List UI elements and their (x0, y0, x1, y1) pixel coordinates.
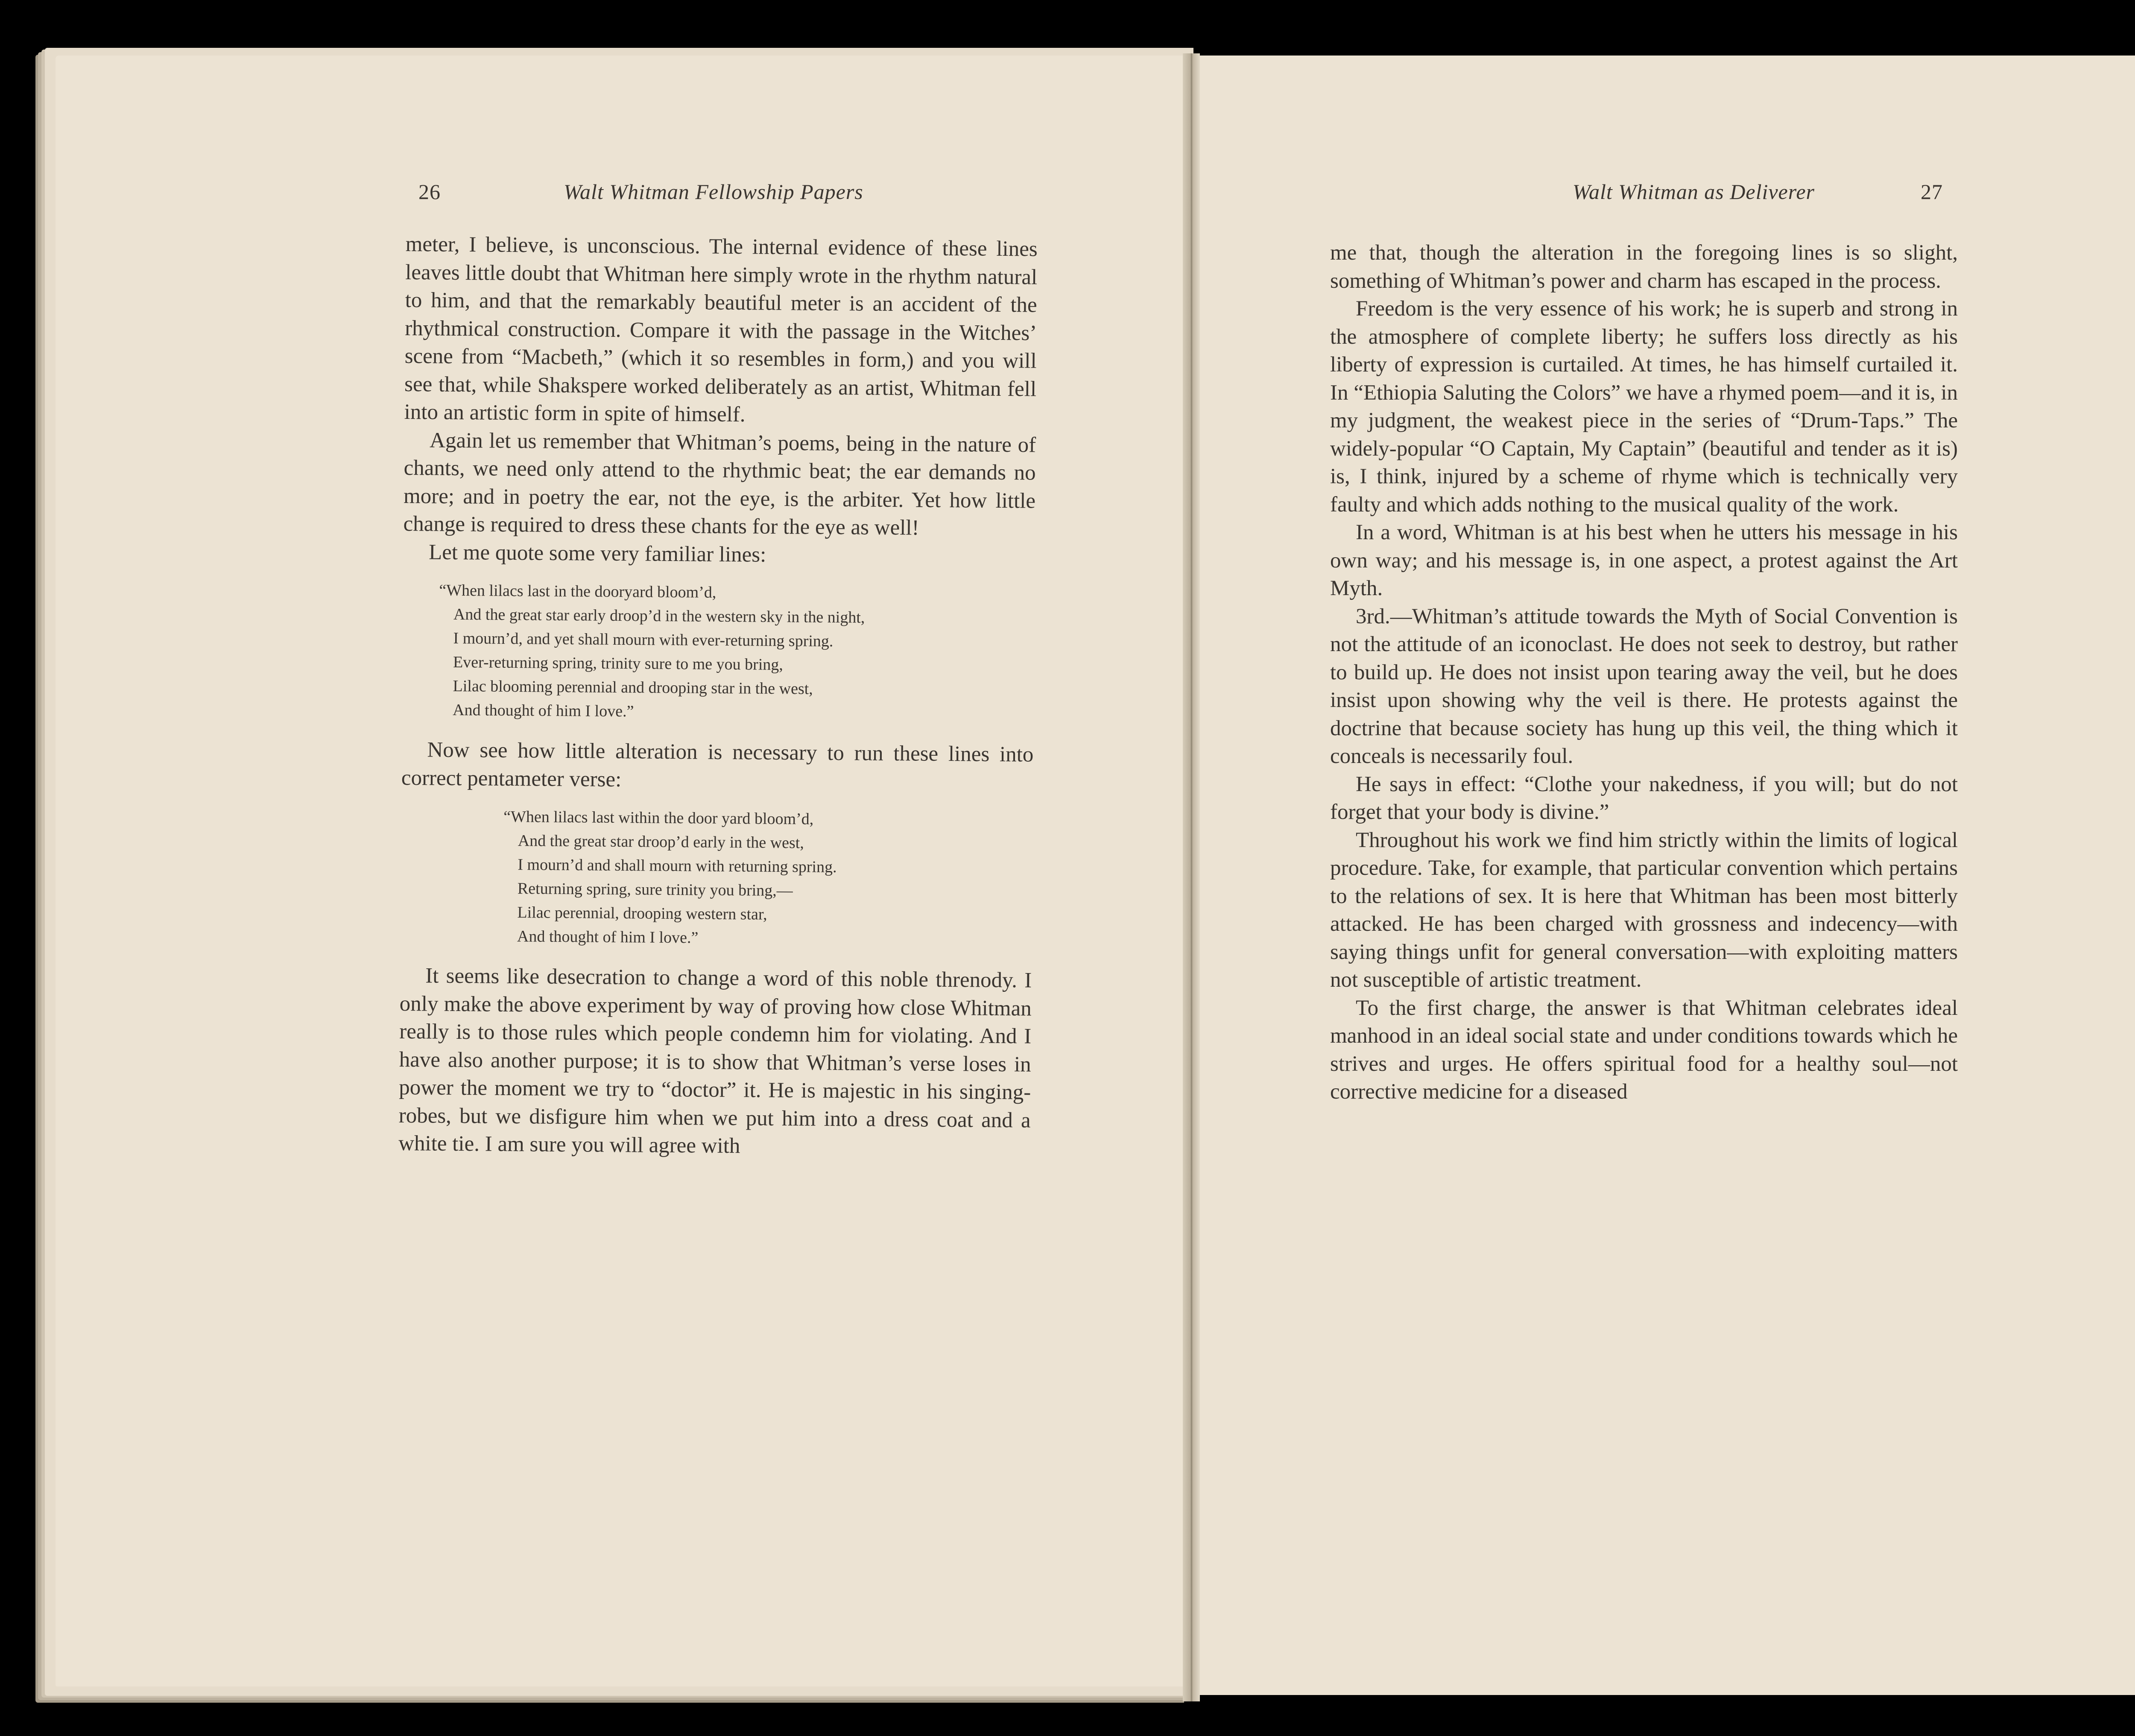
paragraph: 3rd.—Whitman’s attitude towards the Myth of Social Convention is not the attitude of an iconoclast. He does not seek to destroy, but rather to build up. He does not insist upon tearing away the veil, but he does insist upon showing why the veil is there. He protests against the doctrine that because society has hung up this veil, the thing which it conceals is necessarily foul. (1330, 604, 1958, 768)
paragraph: Throughout his work we find him strictly within the limits of logical procedure. Take, for example, that particular convention which pertains to the relations of sex. It is here that Whitman has been most bitterly attacked. He has been charged with grossness and indecency—with saying things unfit for general conversation—with exploiting matters not susceptible of artistic treatment. (1330, 828, 1958, 992)
poem-line: I mourn’d, and yet shall mourn with ever-returning spring. (453, 629, 834, 650)
left-text-column (398, 231, 1038, 1163)
poem-line: “When lilacs last in the dooryard bloom’d, (439, 581, 717, 602)
paragraph: In a word, Whitman is at his best when he utters his message in his own way; and his message is, in one aspect, a protest against the Art Myth. (1330, 520, 1958, 600)
poem-revised (400, 804, 1033, 953)
poem-line: Lilac blooming perennial and drooping star in the west, (453, 677, 813, 698)
poem-line: “When lilacs last within the door yard bloom’d, (503, 807, 814, 828)
poem-original (402, 578, 1035, 727)
paragraph: meter, I believe, is unconscious. The internal evidence of these lines leaves little doubt that Whitman here simply wrote in the rhythm natural to him, and that the remarkably beautiful meter is an accident of the rhythmical construction. Compare it with the passage in the Witches’ scene from “Macbeth,” (which it so resembles in form,) and you will see that, while Shakspere worked deliberately as an artist, Whitman fell into an artistic form in spite of himself. (404, 232, 1038, 427)
poem-line: And the great star droop’d early in the west, (518, 832, 804, 852)
poem-line: I mourn’d and shall mourn with returning spring. (518, 856, 837, 876)
poem-line: Ever-returning spring, trinity sure to me you bring, (453, 653, 784, 674)
paragraph: Again let us remember that Whitman’s poems, being in the nature of chants, we need only attend to the rhythmic beat; the ear demands no more; and in poetry the ear, not the eye, is the arbiter. Yet how little change is required to dress these chants for the eye as well! (403, 428, 1036, 540)
paragraph: He says in effect: “Clothe your nakedness, if you will; but do not forget that your body is divine.” (1330, 772, 1958, 824)
left-running-head (418, 179, 974, 209)
poem-line: And thought of him I love.” (517, 927, 699, 947)
paragraph: me that, though the alteration in the foregoing lines is so slight, something of Whitman’s power and charm has escaped in the process. (1330, 241, 1958, 293)
left-folio: 26 (418, 180, 441, 204)
poem-line: And thought of him I love.” (453, 701, 634, 721)
left-head-title: Walt Whitman Fellowship Papers (564, 180, 863, 204)
right-text-column (1330, 239, 1958, 1106)
paragraph: Now see how little alteration is necessary to run these lines into correct pentameter verse: (401, 738, 1034, 792)
right-head-title: Walt Whitman as Deliverer (1572, 180, 1815, 204)
poem-line: Lilac perennial, drooping western star, (517, 903, 767, 924)
poem-line: And the great star early droop’d in the western sky in the night, (453, 605, 865, 627)
paragraph: Let me quote some very familiar lines: (428, 540, 766, 567)
paragraph: Freedom is the very essence of his work; he is superb and strong in the atmosphere of complete liberty; he suffers loss directly as his liberty of expression is curtailed. At times, he has himself curtailed it. In “Ethiopia Saluting the Colors” we have a rhymed poem—and it is, in my judgment, the weakest piece in the series of “Drum-Taps.” The widely-popular “O Captain, My Captain” (beautiful and tender as it is) is, I think, injured by a scheme of rhyme which is technically very faulty and which adds nothing to the musical quality of the work. (1330, 297, 1958, 517)
paragraph: To the first charge, the answer is that Whitman celebrates ideal manhood in an ideal social state and under conditions towards which he strives and urges. He offers spiritual food for a healthy soul—not corrective medicine for a diseased (1330, 996, 1958, 1104)
book-gutter (1183, 53, 1200, 1701)
paragraph: It seems like desecration to change a word of this noble threnody. I only make the above experiment by way of proving how close Whitman really is to those rules which people condemn him for violating. And I have also another purpose; it is to show that Whitman’s verse loses in power the moment we try to “doctor” it. He is majestic in his singing-robes, but we disfigure him when we put him into a dress coat and a white tie. I am sure you will agree with (398, 964, 1032, 1158)
right-running-head (1494, 179, 1943, 209)
right-folio: 27 (1921, 180, 1943, 204)
poem-line: Returning spring, sure trinity you bring,— (517, 880, 793, 900)
